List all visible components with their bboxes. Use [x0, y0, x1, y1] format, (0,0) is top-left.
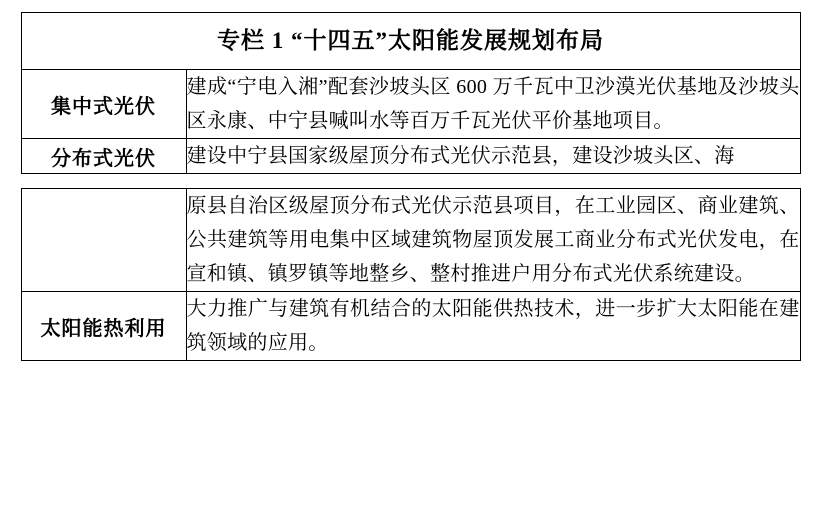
- table-row: [21, 139, 800, 174]
- row-label-continuation: [21, 189, 186, 292]
- row-text-continuation: 原县自治区级屋顶分布式光伏示范县项目，在工业园区、商业建筑、公共建筑等用电集中区域建筑物屋顶发展工商业分布式光伏发电，在宣和镇、镇罗镇等地整乡、整村推进户用分布式光伏系统建设。: [186, 189, 800, 292]
- table-row: [21, 189, 800, 292]
- row-label-centralized-pv: 集中式光伏: [21, 70, 186, 139]
- table-row-title: [21, 13, 800, 70]
- row-label-solar-thermal: 太阳能热利用: [21, 292, 186, 361]
- solar-plan-table-bottom: [21, 188, 801, 361]
- table-row: [21, 292, 800, 361]
- table-title: 专栏 1 “十四五”太阳能发展规划布局: [21, 13, 800, 70]
- table-gap: [0, 174, 821, 188]
- row-text-solar-thermal: 大力推广与建筑有机结合的太阳能供热技术，进一步扩大太阳能在建筑领域的应用。: [186, 292, 800, 361]
- solar-plan-table-top: [21, 12, 801, 174]
- row-label-distributed-pv: 分布式光伏: [21, 139, 186, 174]
- row-text-centralized-pv: 建成“宁电入湘”配套沙坡头区 600 万千瓦中卫沙漠光伏基地及沙坡头区永康、中宁县喊叫水等百万千瓦光伏平价基地项目。: [186, 70, 800, 139]
- table-row: [21, 70, 800, 139]
- top-spacer: [0, 0, 821, 12]
- row-text-distributed-pv: 建设中宁县国家级屋顶分布式光伏示范县，建设沙坡头区、海: [186, 139, 800, 174]
